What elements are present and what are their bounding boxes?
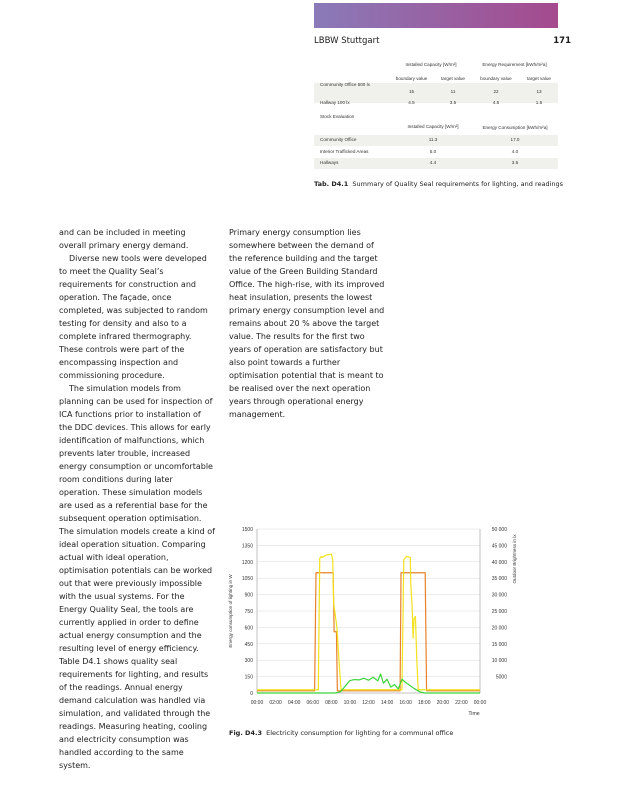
table-row-label: Community Office 500 lx: [320, 82, 370, 87]
x-tick-label: 18:00: [417, 700, 431, 706]
table-cell: 3.5: [511, 160, 519, 165]
table-subheader: target value: [440, 76, 465, 81]
y2-tick-label: 45 000: [491, 543, 507, 550]
y2-axis-label: Outdoor Brightness in lx: [512, 534, 517, 584]
y2-tick-label: 5000: [495, 674, 507, 681]
x-tick-label: 00:00: [250, 700, 264, 706]
y-tick-label: 600: [244, 625, 253, 632]
table-cell: 22: [493, 89, 499, 94]
table-cell: 4.5: [492, 100, 500, 105]
x-tick-label: 20:00: [436, 700, 450, 706]
table-row-label: Community Office: [320, 137, 357, 142]
table-row-label: Interior Trafficked Areas: [320, 149, 369, 154]
table-cell: 11: [450, 89, 456, 94]
y-tick-label: 1200: [241, 559, 253, 566]
x-tick-label: 02:00: [269, 700, 282, 706]
table-header: Installed Capacity [W/m²]: [407, 124, 459, 129]
table-caption: [314, 180, 563, 188]
y-tick-label: 150: [244, 674, 253, 681]
y2-tick-label: 50 000: [491, 527, 507, 533]
y-tick-label: 0: [250, 691, 253, 697]
table-subheader: boundary value: [395, 76, 428, 81]
figure-caption-text: Electricity consumption for lighting for a communal office: [266, 729, 454, 737]
running-title: LBBW Stuttgart: [314, 36, 380, 46]
text-column-left: [59, 226, 215, 772]
table-cell: 13: [536, 89, 542, 94]
figure-caption-label: Fig. D4.3: [229, 729, 262, 737]
y-tick-label: 1350: [241, 543, 253, 550]
table-cell: 4.0: [511, 149, 519, 154]
x-tick-label: 00:00: [473, 700, 487, 706]
table-row-label: Hallways: [320, 160, 339, 165]
x-tick-label: 14:00: [380, 700, 394, 706]
table-caption-label: Tab. D4.1: [314, 180, 349, 188]
table-cell: 3.5: [449, 100, 457, 105]
page-number: 171: [553, 36, 571, 46]
paragraph: The simulation models from planning can be used for inspection of ICA functions prior to installation of the DDC devices. This allows for early identification of malfunctions, which prevents later trouble, increased energy consumption or uncomfortable room conditions during later operation. These simulation models are used as a referential base for the subsequent operation optimisation. The simulation models create a kind of ideal operation situation. Comparing actual with ideal operation, optimisation potentials can be worked out that were previously impossible with the usual systems. For the Energy Quality Seal, the tools are currently applied in order to define actual energy consumption and the resulting level of energy efficiency. Table D4.1 shows quality seal requirements for lighting, and results of the readings. Annual energy demand calculation was handled via simulation, and validated through the readings. Measuring heating, cooling and electricity consumption was handled according to the same system.: [59, 384, 215, 770]
x-tick-label: 08:00: [325, 700, 338, 706]
header-color-bar: [314, 3, 558, 28]
table-cell: 11.3: [428, 137, 438, 142]
y2-tick-label: 15 000: [491, 641, 507, 648]
y2-tick-label: 10 000: [491, 658, 507, 665]
table-section-title: Stock Evaluation: [320, 114, 355, 119]
y-tick-label: 1500: [241, 527, 253, 533]
y2-tick-label: 40 000: [491, 559, 507, 566]
x-tick-label: 16:00: [399, 700, 412, 706]
y-axis-label: Energy consumption of lighting in W: [228, 574, 233, 648]
table-caption-text: Summary of Quality Seal requirements for lighting, and readings: [352, 180, 564, 188]
table-header: Energy Requirement [kWh/m²a]: [482, 62, 547, 67]
table-cell: 17.0: [510, 137, 520, 142]
y2-tick-label: 35 000: [491, 576, 507, 583]
x-axis-label: Time: [468, 711, 480, 717]
x-tick-label: 06:00: [306, 700, 320, 706]
table-cell: 4.4: [429, 160, 437, 165]
paragraph: Diverse new tools were developed to meet the Quality Seal’s requirements for construction and operation. The façade, once completed, was subjected to random testing for density and also to a complete infrared thermography. These controls were part of the encompassing inspection and commissioning procedure.: [59, 254, 208, 380]
x-tick-label: 10:00: [343, 700, 357, 706]
x-tick-label: 04:00: [287, 700, 301, 706]
table-row-label: Hallway 100 lx: [320, 100, 350, 105]
table-cell: 5.0: [429, 149, 437, 154]
table-header: Energy Consumption [kWh/m²a]: [482, 125, 548, 130]
y-tick-label: 300: [244, 658, 253, 665]
x-tick-label: 12:00: [362, 700, 375, 706]
table-subheader: boundary value: [480, 76, 512, 81]
paragraph: Primary energy consumption lies somewhere between the demand of the reference building and the target value of the Green Building Standard Office. The high-rise, with its improved heat insulation, presents the lowest primary energy consumption level and remains about 20 % above the target value. The results for the first two years of operation are satisfactory but also point towards a further optimisation potential that is meant to be realised over the next operation years through operational energy management.: [229, 228, 385, 419]
y-tick-label: 750: [244, 609, 253, 615]
y-tick-label: 450: [244, 641, 253, 648]
table-cell: 15: [408, 89, 415, 94]
table-subheader: target value: [526, 76, 551, 81]
table-header: Installed Capacity [W/m²]: [405, 62, 457, 67]
paragraph: and can be included in meeting overall primary energy demand.: [59, 228, 189, 250]
y2-tick-label: 25 000: [491, 609, 507, 615]
series-line: [257, 573, 480, 691]
table-cell: 1.5: [535, 100, 543, 105]
table-cell: 4.5: [408, 100, 415, 105]
y2-tick-label: 20 000: [491, 625, 507, 632]
text-column-right: [229, 226, 389, 421]
series-line: [257, 554, 480, 690]
y-tick-label: 900: [244, 592, 253, 599]
x-tick-label: 22:00: [455, 700, 468, 706]
lighting-consumption-chart: [228, 520, 558, 720]
y-tick-label: 1050: [241, 576, 253, 583]
y2-tick-label: 30 000: [491, 592, 507, 599]
figure-caption: [229, 729, 453, 737]
